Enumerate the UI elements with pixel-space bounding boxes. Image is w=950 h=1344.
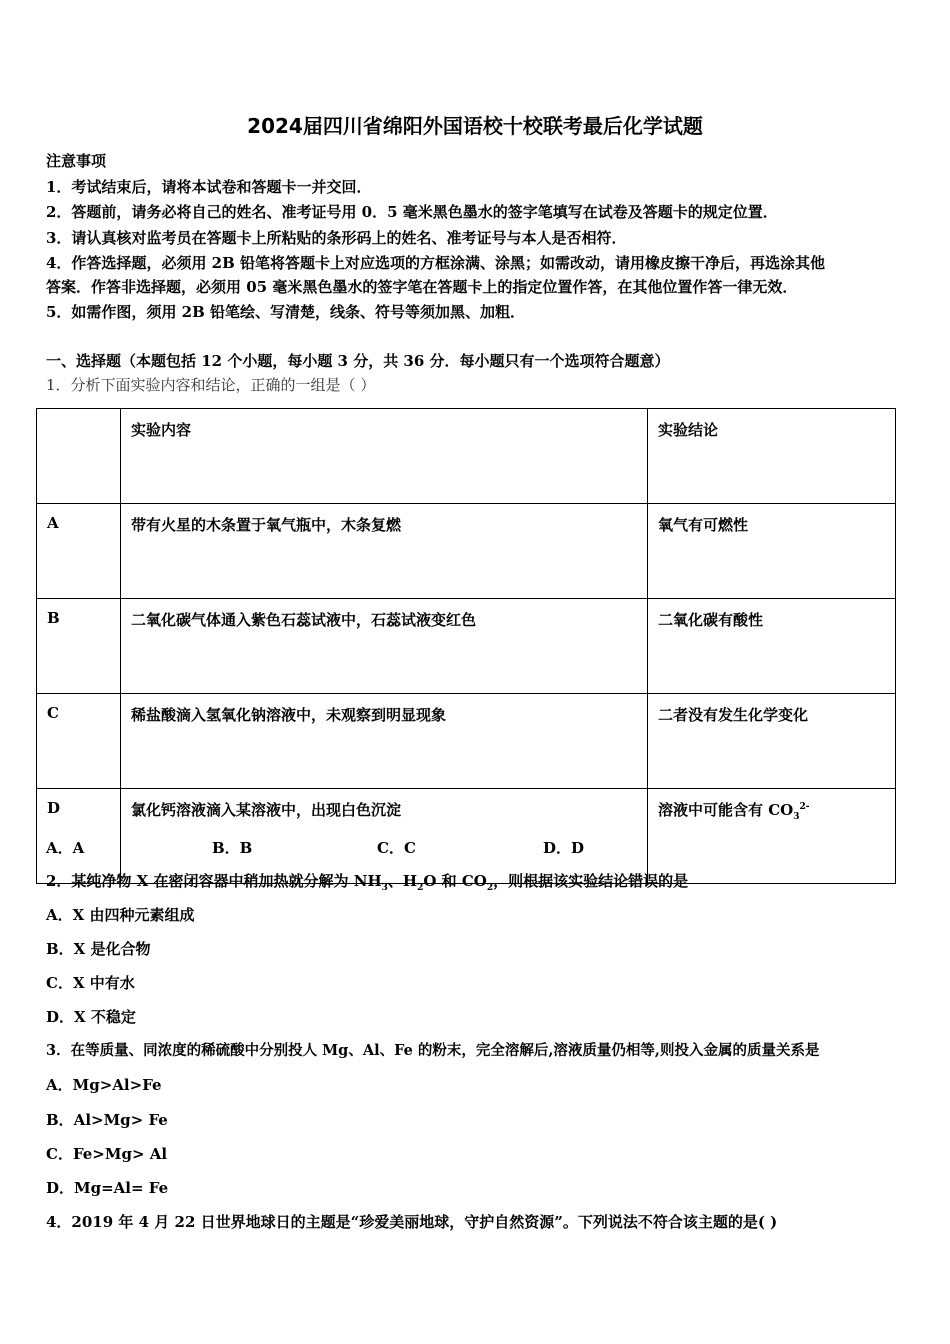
notice-item: 5．如需作图，须用 2B 铅笔绘、写清楚，线条、符号等须加黑、加粗．: [46, 303, 525, 321]
notice-item: 2．答题前，请务必将自己的姓名、准考证号用 0．5 毫米黑色墨水的签字笔填写在试卷及答题卡的规定位置．: [46, 203, 778, 221]
question-3-option: B．Al>Mg> Fe: [46, 1111, 168, 1129]
stem-text: ，则根据该实验结论错误的是: [493, 872, 689, 890]
notice-item: 3．请认真核对监考员在答题卡上所粘贴的条形码上的姓名、准考证号与本人是否相符．: [46, 229, 627, 247]
table-header-conclusion: 实验结论: [648, 409, 896, 504]
table-header-content: 实验内容: [121, 409, 648, 504]
experiment-table: [36, 408, 896, 884]
stem-text: 、H: [387, 872, 418, 890]
stem-text: 2．某纯净物 X 在密闭容器中稍加热就分解为 NH: [46, 872, 382, 890]
question-2-stem: [46, 871, 688, 898]
row-conclusion: 二者没有发生化学变化: [648, 694, 896, 789]
stem-text: O 和 CO: [423, 872, 487, 890]
option-d: D．D: [543, 839, 585, 857]
row-conclusion: 氧气有可燃性: [648, 504, 896, 599]
question-2-option: C．X 中有水: [46, 974, 135, 992]
notice-heading: 注意事项: [46, 152, 107, 170]
table-cell: [37, 409, 121, 504]
subscript: 3: [381, 883, 388, 893]
question-3-option: A．Mg>Al>Fe: [46, 1076, 162, 1094]
row-label: B: [37, 599, 121, 694]
table-header-row: [37, 409, 896, 504]
row-conclusion: 二氧化碳有酸性: [648, 599, 896, 694]
notice-item: 答案．作答非选择题，必须用 05 毫米黑色墨水的签字笔在答题卡上的指定位置作答，在其他位置作答一律无效．: [46, 278, 798, 296]
row-label: C: [37, 694, 121, 789]
exam-title: 2024届四川省绵阳外国语校十校联考最后化学试题: [247, 114, 703, 138]
question-1-stem: 1．分析下面实验内容和结论，正确的一组是（ ）: [46, 376, 376, 394]
subscript: 3: [793, 812, 800, 822]
question-2-option: D．X 不稳定: [46, 1008, 136, 1026]
option-b: B．B: [212, 839, 253, 857]
subscript: 2: [417, 883, 424, 893]
table-row: [37, 694, 896, 789]
notice-item: 4．作答选择题，必须用 2B 铅笔将答题卡上对应选项的方框涂满、涂黑；如需改动，请用橡皮擦干净后，再选涂其他: [46, 254, 826, 272]
question-4-stem: 4．2019 年 4 月 22 日世界地球日的主题是“珍爱美丽地球，守护自然资源”。下列说法不符合该主题的是( ): [46, 1213, 778, 1231]
row-content: 稀盐酸滴入氢氧化钠溶液中，未观察到明显现象: [121, 694, 648, 789]
question-2-option: A．X 由四种元素组成: [46, 906, 195, 924]
table-row: [37, 599, 896, 694]
question-3-option: C．Fe>Mg> Al: [46, 1145, 168, 1163]
row-content: 二氧化碳气体通入紫色石蕊试液中，石蕊试液变红色: [121, 599, 648, 694]
row-content: 氯化钙溶液滴入某溶液中，出现白色沉淀: [121, 789, 648, 884]
row-content: 带有火星的木条置于氧气瓶中，木条复燃: [121, 504, 648, 599]
question-3-stem: 3．在等质量、同浓度的稀硫酸中分别投人 Mg、Al、Fe 的粉末，完全溶解后,溶液质量仍相等,则投入金属的质量关系是: [46, 1042, 820, 1059]
table-row: [37, 789, 896, 884]
subscript: 2: [486, 883, 494, 893]
row-label: D: [37, 789, 121, 884]
conclusion-text: 溶液中可能含有 CO: [658, 801, 794, 819]
option-c: C．C: [377, 839, 416, 857]
row-conclusion: [648, 789, 896, 884]
option-a: A．A: [46, 839, 85, 857]
section-heading: 一、选择题（本题包括 12 个小题，每小题 3 分，共 36 分．每小题只有一个选项符合题意）: [46, 352, 670, 370]
notice-item: 1．考试结束后，请将本试卷和答题卡一并交回．: [46, 178, 372, 196]
question-2-option: B．X 是化合物: [46, 940, 151, 958]
question-3-option: D．Mg=Al= Fe: [46, 1179, 169, 1197]
row-label: A: [37, 504, 121, 599]
superscript: 2-: [799, 802, 810, 812]
table-row: [37, 504, 896, 599]
